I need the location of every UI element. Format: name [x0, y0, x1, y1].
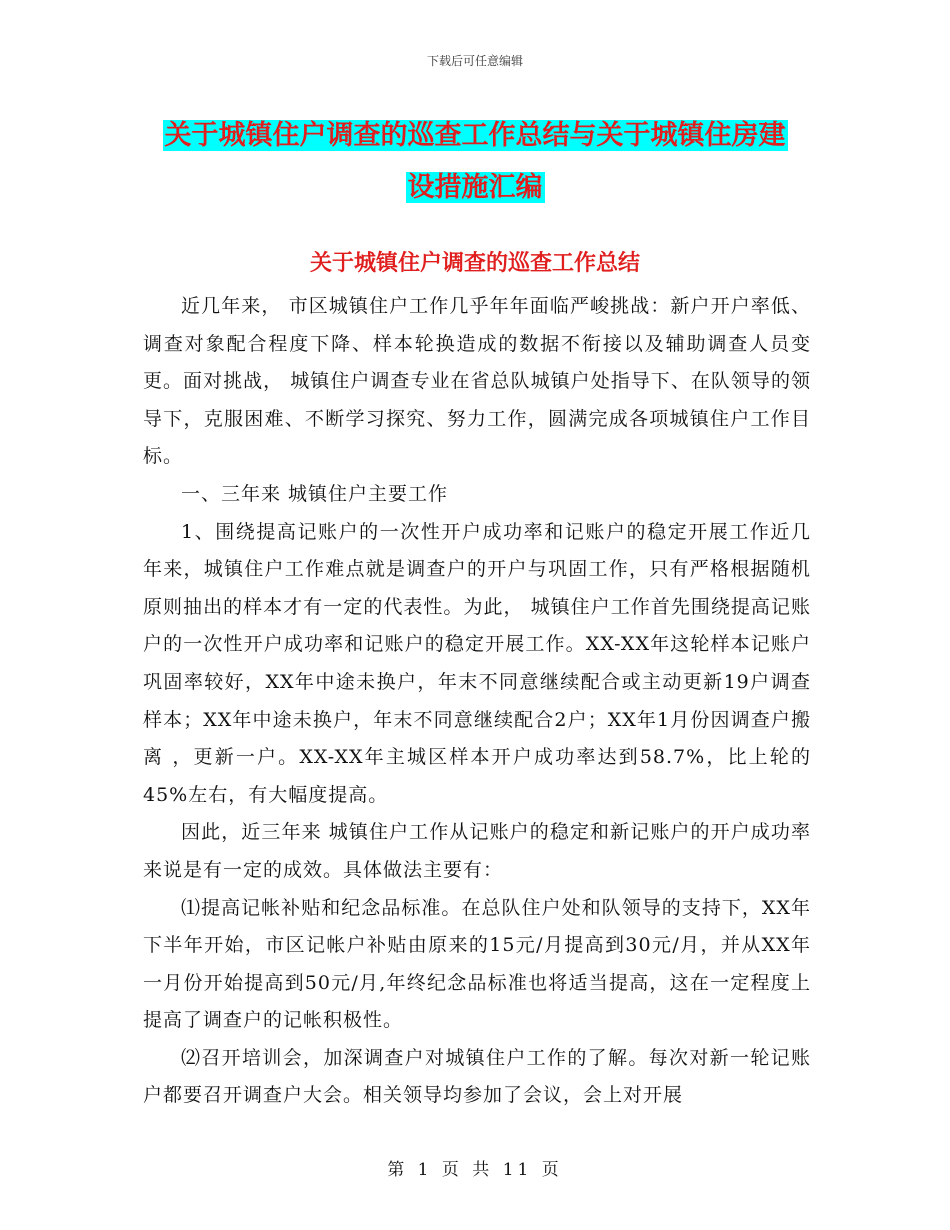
header-note: 下载后可任意编辑	[426, 54, 523, 68]
paragraph: 1、围绕提高记账户的一次性开户成功率和记账户的稳定开展工作近几年来，城镇住户工作难点就是调查户的开户与巩固工作，只有严格根据随机原则抽出的样本才有一定的代表性。为此， 城镇住户工作首先围绕提高记账户的一次性开户成功率和记账户的稳定开展工作。XX-XX年这轮样本记账户巩固率较好，XX年中途未换户，年末不同意继续配合或主动更新19户调查样本；XX年中途未换户，年末不同意继续配合2户；XX年1月份因调查户搬离 ，更新一户。XX-XX年主城区样本开户成功率达到58.7%，比上轮的45%左右，有大幅度提高。	[143, 520, 811, 806]
body-text	[143, 288, 811, 1115]
paragraph: 近几年来， 市区城镇住户工作几乎年年面临严峻挑战：新户开户率低、调查对象配合程度下降、样本轮换造成的数据不衔接以及辅助调查人员变更。面对挑战， 城镇住户调查专业在省总队城镇户处指导下、在队领导的领导下，克服困难、不断学习探究、努力工作，圆满完成各项城镇住户工作目标。	[143, 295, 811, 468]
paragraph: 因此，近三年来 城镇住户工作从记账户的稳定和新记账户的开户成功率来说是有一定的成效。具体做法主要有：	[143, 821, 811, 881]
title-line-2: 设措施汇编	[407, 172, 543, 203]
document-title	[0, 110, 950, 214]
page-footer: 第 1 页 共 11 页	[387, 1160, 563, 1180]
section-title: 关于城镇住户调查的巡查工作总结	[309, 251, 640, 276]
title-line-1: 关于城镇住户调查的巡查工作总结与关于城镇住房建	[164, 120, 786, 151]
paragraph: ⑴提高记帐补贴和纪念品标准。在总队住户处和队领导的支持下，XX年下半年开始，市区记帐户补贴由原来的15元/月提高到30元/月，并从XX年一月份开始提高到50元/月,年终纪念品标准也将适当提高，这在一定程度上提高了调查户的记帐积极性。	[143, 896, 811, 1032]
paragraph: ⑵召开培训会，加深调查户对城镇住户工作的了解。每次对新一轮记账户都要召开调查户大会。相关领导均参加了会议，会上对开展	[143, 1046, 811, 1107]
paragraph: 一、三年来 城镇住户主要工作	[181, 482, 449, 505]
